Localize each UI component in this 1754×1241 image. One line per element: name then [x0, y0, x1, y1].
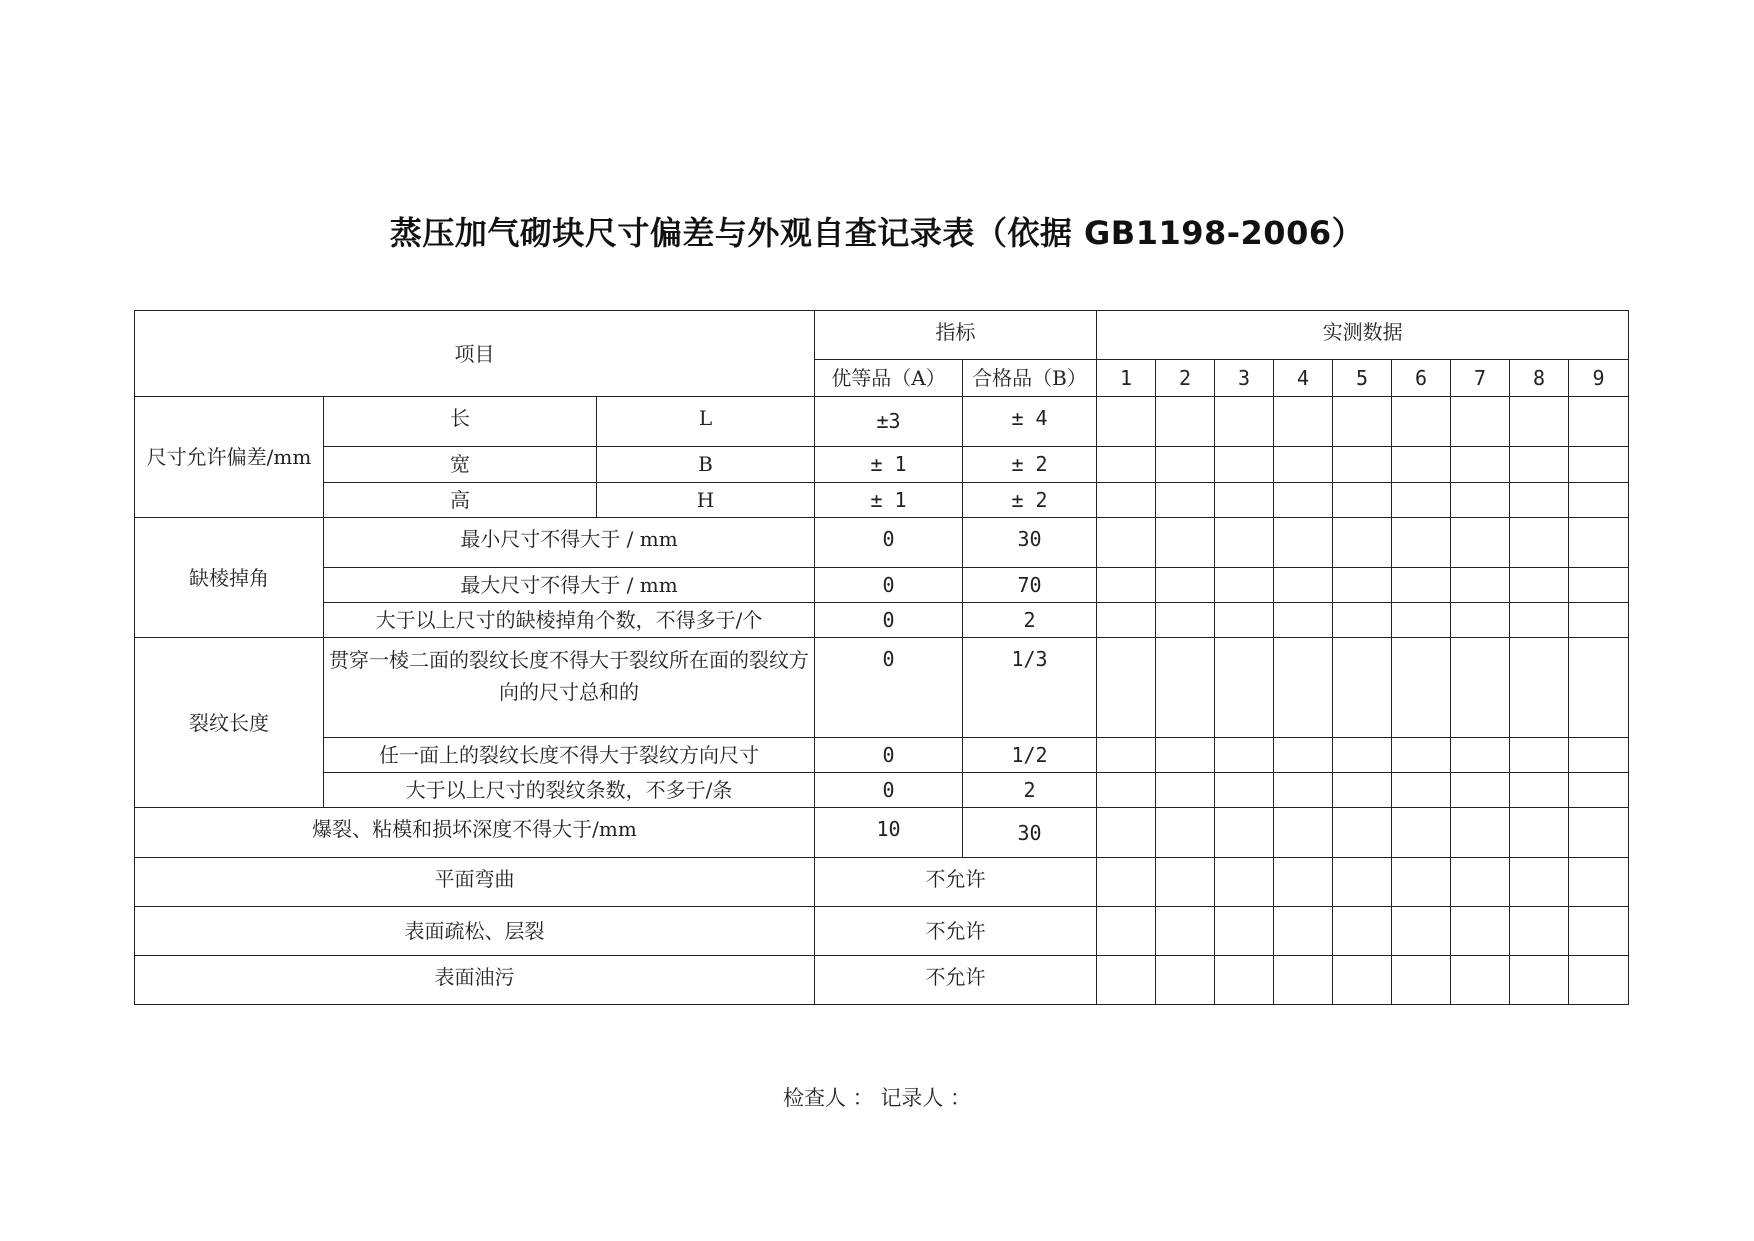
grade-a-value: 0 — [815, 638, 963, 737]
grade-b-value: ± 2 — [963, 446, 1097, 482]
data-cell[interactable] — [1451, 638, 1510, 737]
data-cell[interactable] — [1510, 603, 1569, 638]
data-cell[interactable] — [1097, 568, 1156, 603]
data-cell[interactable] — [1333, 568, 1392, 603]
data-cell[interactable] — [1097, 638, 1156, 737]
header-index: 指标 — [815, 311, 1097, 360]
data-cell[interactable] — [1392, 446, 1451, 482]
data-cell[interactable] — [1156, 772, 1215, 807]
size-group-label: 尺寸允许偏差/mm — [135, 397, 324, 518]
data-cell[interactable] — [1392, 772, 1451, 807]
data-cell[interactable] — [1097, 858, 1156, 907]
data-cell[interactable] — [1510, 858, 1569, 907]
grade-b-value: ± 2 — [963, 482, 1097, 517]
grade-a-value: ± 1 — [815, 482, 963, 517]
data-cell[interactable] — [1569, 446, 1629, 482]
data-cell[interactable] — [1156, 568, 1215, 603]
crack-name: 大于以上尺寸的裂纹条数，不多于/条 — [324, 772, 815, 807]
grade-a-value: 0 — [815, 737, 963, 772]
header-item: 项目 — [135, 311, 815, 397]
data-cell[interactable] — [1333, 955, 1392, 1004]
data-cell[interactable] — [1451, 772, 1510, 807]
data-cell[interactable] — [1569, 772, 1629, 807]
col-header-9: 9 — [1569, 360, 1629, 397]
table-row — [135, 907, 1629, 955]
data-cell[interactable] — [1215, 955, 1274, 1004]
table-row — [135, 808, 1629, 858]
data-cell[interactable] — [1274, 517, 1333, 567]
data-cell[interactable] — [1569, 808, 1629, 858]
size-symbol: B — [597, 446, 815, 482]
data-cell[interactable] — [1392, 907, 1451, 955]
surface-loose-name: 表面疏松、层裂 — [135, 907, 815, 955]
grade-a-value: 0 — [815, 517, 963, 567]
table-row — [135, 568, 1629, 603]
grade-b-value: 1/3 — [963, 638, 1097, 737]
data-cell[interactable] — [1392, 568, 1451, 603]
surface-oil-name: 表面油污 — [135, 955, 815, 1004]
data-cell[interactable] — [1510, 772, 1569, 807]
data-cell[interactable] — [1215, 638, 1274, 737]
flat-bend-value: 不允许 — [815, 858, 1097, 907]
data-cell[interactable] — [1451, 603, 1510, 638]
table-row — [135, 603, 1629, 638]
crack-name: 贯穿一棱二面的裂纹长度不得大于裂纹所在面的裂纹方向的尺寸总和的 — [324, 638, 815, 737]
data-cell[interactable] — [1156, 737, 1215, 772]
table-row — [135, 482, 1629, 517]
burst-name: 爆裂、粘模和损坏深度不得大于/mm — [135, 808, 815, 858]
data-cell[interactable] — [1333, 517, 1392, 567]
data-cell[interactable] — [1569, 858, 1629, 907]
grade-a-value: ± 1 — [815, 446, 963, 482]
data-cell[interactable] — [1510, 397, 1569, 446]
grade-a-value: 10 — [815, 808, 963, 858]
data-cell[interactable] — [1215, 907, 1274, 955]
table-row — [135, 446, 1629, 482]
data-cell[interactable] — [1097, 808, 1156, 858]
data-cell[interactable] — [1451, 808, 1510, 858]
data-cell[interactable] — [1333, 397, 1392, 446]
grade-a-value: 0 — [815, 603, 963, 638]
data-cell[interactable] — [1215, 808, 1274, 858]
data-cell[interactable] — [1510, 482, 1569, 517]
data-cell[interactable] — [1215, 568, 1274, 603]
table-row — [135, 858, 1629, 907]
size-name: 宽 — [324, 446, 597, 482]
col-header-5: 5 — [1333, 360, 1392, 397]
signature-line: 检查人 ： 记录人 ： — [782, 1086, 972, 1110]
data-cell[interactable] — [1156, 907, 1215, 955]
col-header-6: 6 — [1392, 360, 1451, 397]
surface-loose-value: 不允许 — [815, 907, 1097, 955]
header-grade-b: 合格品（B） — [963, 360, 1097, 397]
data-cell[interactable] — [1333, 907, 1392, 955]
data-cell[interactable] — [1392, 603, 1451, 638]
data-cell[interactable] — [1510, 907, 1569, 955]
data-cell[interactable] — [1215, 446, 1274, 482]
data-cell[interactable] — [1392, 517, 1451, 567]
corner-name: 最大尺寸不得大于 / mm — [324, 568, 815, 603]
table-row — [135, 517, 1629, 567]
data-cell[interactable] — [1392, 737, 1451, 772]
data-cell[interactable] — [1156, 955, 1215, 1004]
grade-b-value: 30 — [963, 808, 1097, 858]
data-cell[interactable] — [1451, 446, 1510, 482]
table-row — [135, 737, 1629, 772]
data-cell[interactable] — [1097, 397, 1156, 446]
table-row — [135, 638, 1629, 737]
data-cell[interactable] — [1569, 397, 1629, 446]
data-cell[interactable] — [1569, 482, 1629, 517]
data-cell[interactable] — [1510, 568, 1569, 603]
data-cell[interactable] — [1215, 517, 1274, 567]
col-header-7: 7 — [1451, 360, 1510, 397]
crack-group-label: 裂纹长度 — [135, 638, 324, 808]
data-cell[interactable] — [1451, 517, 1510, 567]
data-cell[interactable] — [1510, 955, 1569, 1004]
data-cell[interactable] — [1451, 397, 1510, 446]
data-cell[interactable] — [1097, 446, 1156, 482]
data-cell[interactable] — [1274, 638, 1333, 737]
data-cell[interactable] — [1392, 955, 1451, 1004]
data-cell[interactable] — [1333, 446, 1392, 482]
data-cell[interactable] — [1274, 482, 1333, 517]
data-cell[interactable] — [1451, 955, 1510, 1004]
table-row — [135, 955, 1629, 1004]
data-cell[interactable] — [1392, 397, 1451, 446]
data-cell[interactable] — [1510, 638, 1569, 737]
data-cell[interactable] — [1156, 603, 1215, 638]
data-cell[interactable] — [1510, 446, 1569, 482]
data-cell[interactable] — [1333, 482, 1392, 517]
data-cell[interactable] — [1333, 772, 1392, 807]
data-cell[interactable] — [1569, 638, 1629, 737]
grade-b-value: 1/2 — [963, 737, 1097, 772]
grade-a-value: 0 — [815, 568, 963, 603]
crack-name: 任一面上的裂纹长度不得大于裂纹方向尺寸 — [324, 737, 815, 772]
grade-b-value: 70 — [963, 568, 1097, 603]
data-cell[interactable] — [1392, 638, 1451, 737]
data-cell[interactable] — [1097, 737, 1156, 772]
data-cell[interactable] — [1333, 737, 1392, 772]
data-cell[interactable] — [1156, 482, 1215, 517]
data-cell[interactable] — [1392, 808, 1451, 858]
size-symbol: L — [597, 397, 815, 446]
data-cell[interactable] — [1097, 907, 1156, 955]
data-cell[interactable] — [1274, 568, 1333, 603]
flat-bend-name: 平面弯曲 — [135, 858, 815, 907]
data-cell[interactable] — [1451, 858, 1510, 907]
data-cell[interactable] — [1156, 446, 1215, 482]
size-name: 高 — [324, 482, 597, 517]
grade-b-value: 30 — [963, 517, 1097, 567]
data-cell[interactable] — [1274, 955, 1333, 1004]
data-cell[interactable] — [1510, 737, 1569, 772]
data-cell[interactable] — [1569, 907, 1629, 955]
data-cell[interactable] — [1097, 955, 1156, 1004]
data-cell[interactable] — [1451, 568, 1510, 603]
data-cell[interactable] — [1274, 808, 1333, 858]
size-name: 长 — [324, 397, 597, 446]
header-measured: 实测数据 — [1097, 311, 1629, 360]
data-cell[interactable] — [1451, 482, 1510, 517]
data-cell[interactable] — [1274, 446, 1333, 482]
data-cell[interactable] — [1569, 568, 1629, 603]
data-cell[interactable] — [1451, 907, 1510, 955]
table-row — [135, 772, 1629, 807]
data-cell[interactable] — [1392, 858, 1451, 907]
col-header-2: 2 — [1156, 360, 1215, 397]
data-cell[interactable] — [1097, 603, 1156, 638]
table-row — [135, 397, 1629, 446]
col-header-8: 8 — [1510, 360, 1569, 397]
data-cell[interactable] — [1569, 955, 1629, 1004]
data-cell[interactable] — [1215, 737, 1274, 772]
col-header-3: 3 — [1215, 360, 1274, 397]
data-cell[interactable] — [1156, 858, 1215, 907]
data-cell[interactable] — [1215, 603, 1274, 638]
corner-name: 最小尺寸不得大于 / mm — [324, 517, 815, 567]
corner-name: 大于以上尺寸的缺棱掉角个数，不得多于/个 — [324, 603, 815, 638]
data-cell[interactable] — [1156, 638, 1215, 737]
data-cell[interactable] — [1215, 858, 1274, 907]
data-cell[interactable] — [1274, 603, 1333, 638]
data-cell[interactable] — [1392, 482, 1451, 517]
data-cell[interactable] — [1451, 737, 1510, 772]
col-header-1: 1 — [1097, 360, 1156, 397]
data-cell[interactable] — [1510, 517, 1569, 567]
data-cell[interactable] — [1274, 397, 1333, 446]
data-cell[interactable] — [1569, 603, 1629, 638]
data-cell[interactable] — [1569, 737, 1629, 772]
corner-group-label: 缺棱掉角 — [135, 517, 324, 637]
grade-b-value: 2 — [963, 603, 1097, 638]
grade-a-value: 0 — [815, 772, 963, 807]
data-cell[interactable] — [1274, 737, 1333, 772]
data-cell[interactable] — [1569, 517, 1629, 567]
grade-a-value: ±3 — [815, 397, 963, 446]
data-cell[interactable] — [1274, 858, 1333, 907]
data-cell[interactable] — [1156, 397, 1215, 446]
data-cell[interactable] — [1333, 638, 1392, 737]
grade-b-value: 2 — [963, 772, 1097, 807]
page-title: 蒸压加气砌块尺寸偏差与外观自查记录表（依据 GB1198-2006） — [389, 214, 1365, 252]
data-cell[interactable] — [1097, 517, 1156, 567]
data-cell[interactable] — [1510, 808, 1569, 858]
data-cell[interactable] — [1274, 907, 1333, 955]
data-cell[interactable] — [1333, 603, 1392, 638]
grade-b-value: ± 4 — [963, 397, 1097, 446]
data-cell[interactable] — [1156, 517, 1215, 567]
header-row-1 — [135, 311, 1629, 360]
inspection-table — [134, 310, 1629, 1005]
data-cell[interactable] — [1215, 482, 1274, 517]
col-header-4: 4 — [1274, 360, 1333, 397]
data-cell[interactable] — [1097, 482, 1156, 517]
data-cell[interactable] — [1333, 858, 1392, 907]
data-cell[interactable] — [1274, 772, 1333, 807]
data-cell[interactable] — [1097, 772, 1156, 807]
data-cell[interactable] — [1333, 808, 1392, 858]
data-cell[interactable] — [1215, 397, 1274, 446]
data-cell[interactable] — [1215, 772, 1274, 807]
data-cell[interactable] — [1156, 808, 1215, 858]
size-symbol: H — [597, 482, 815, 517]
header-grade-a: 优等品（A） — [815, 360, 963, 397]
surface-oil-value: 不允许 — [815, 955, 1097, 1004]
